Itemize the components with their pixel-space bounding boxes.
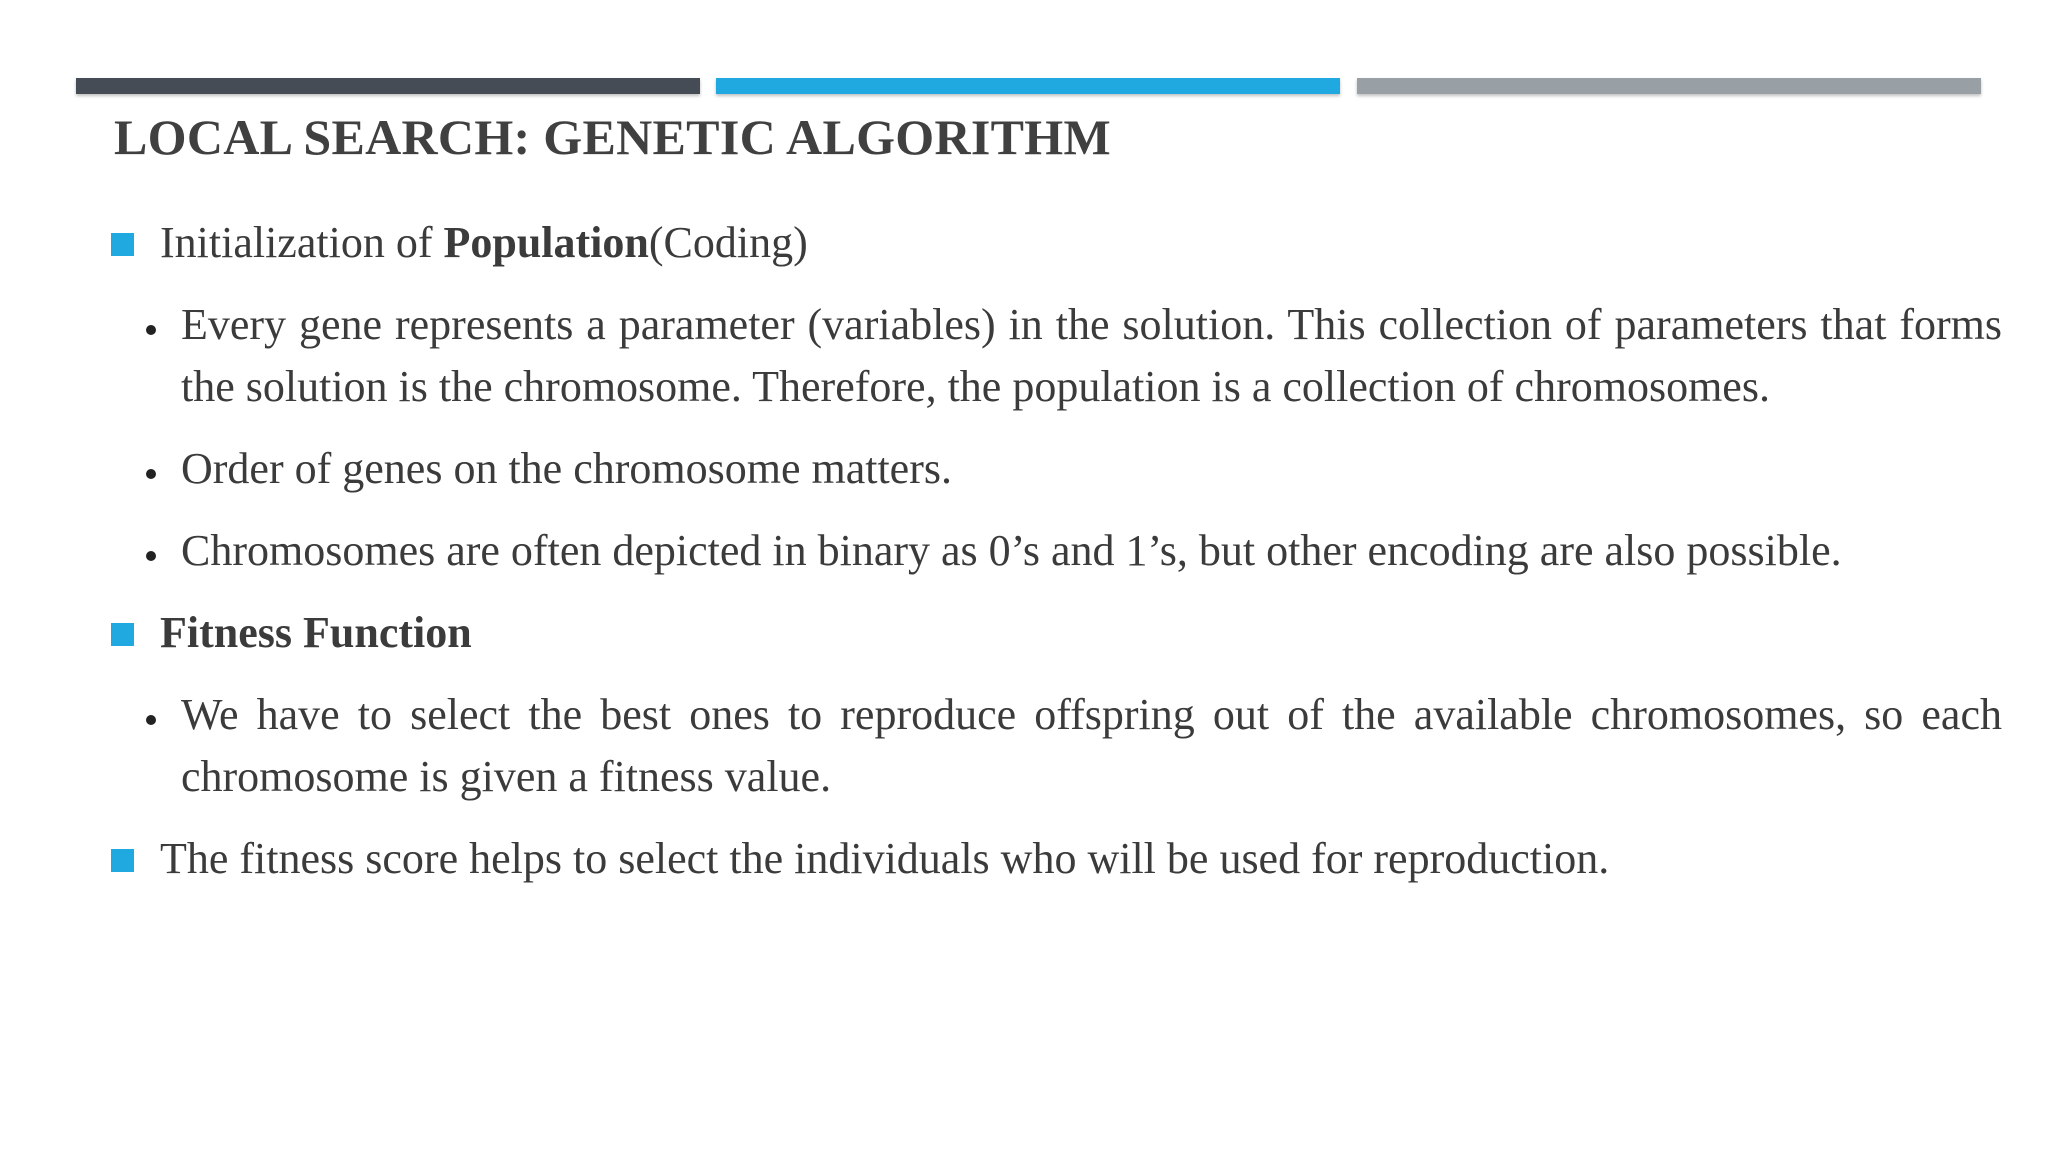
bullet-initialization [110,212,2002,274]
dot-bullet-icon [146,551,156,561]
bullet-fitness-score [110,828,2002,890]
sub-bullet-order [110,438,2002,500]
sub-bullet-gene [110,294,2002,418]
sub-bullet-text: Chromosomes are often depicted in binary as 0’s and 1’s, but other encoding are also possible. [181,526,1842,575]
slide-title: LOCAL SEARCH: GENETIC ALGORITHM [114,109,1111,165]
square-bullet-icon [111,623,134,646]
sub-bullet-select [110,684,2002,808]
sub-bullet-text: Order of genes on the chromosome matters. [181,444,952,493]
init-suffix: (Coding) [648,218,808,267]
init-bold-population: Population [443,218,649,267]
fitness-heading: Fitness Function [160,608,472,657]
dot-bullet-icon [146,715,156,725]
sub-bullet-binary [110,520,2002,582]
init-prefix: Initialization of [160,218,444,267]
slide-body [110,212,2002,890]
square-bullet-icon [111,233,134,256]
sub-bullet-text: Every gene represents a parameter (variables) in the solution. This collection of parameters that forms the solution is the chromosome. Therefore, the population is a collection of chromosomes. [181,300,2002,411]
square-bullet-icon [111,849,134,872]
header-bar-gray [1357,78,1981,94]
dot-bullet-icon [146,469,156,479]
header-bar-accent [716,78,1340,94]
header-bar-dark [76,78,700,94]
dot-bullet-icon [146,325,156,335]
sub-bullet-text: We have to select the best ones to reproduce offspring out of the available chromosomes, so each chromosome is given a fitness value. [181,690,2002,801]
bullet-fitness-function [110,602,2002,664]
score-text: The fitness score helps to select the individuals who will be used for reproduction. [160,834,1610,883]
